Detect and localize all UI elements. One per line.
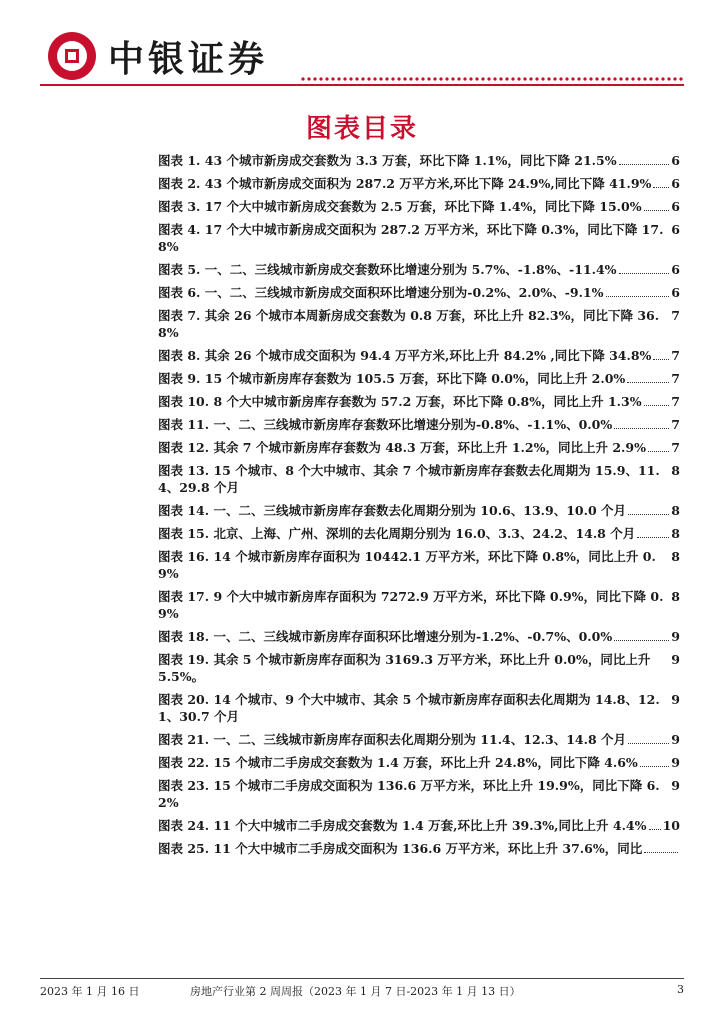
toc-entry-page: 9 [671,692,680,707]
footer-report-title: 房地产行业第 2 周周报（2023 年 1 月 7 日-2023 年 1 月 13 日） [190,985,521,998]
dot-leader [644,852,678,853]
footer-date: 2023 年 1 月 16 日 [40,985,140,998]
toc-entry[interactable] [158,840,680,857]
toc-entry[interactable] [158,777,680,811]
toc-entry[interactable] [158,588,680,622]
toc-entry-page: 7 [671,371,680,386]
header-dot-decoration [300,76,684,82]
dot-leader [640,766,669,767]
toc-entry[interactable] [158,502,680,519]
toc-entry-page: 8 [671,526,680,541]
toc-entry[interactable] [158,347,680,364]
header-divider [40,84,684,86]
toc-entry-page: 7 [671,417,680,432]
dot-leader [648,451,669,452]
toc-entry-page: 6 [671,176,680,191]
toc-entry-text: 图表 9. 15 个城市新房库存套数为 105.5 万套，环比下降 0.0%，同比上升 2.0% [158,371,626,386]
toc-entry-page: 7 [671,308,680,323]
toc-entry-text: 图表 10. 8 个大中城市新房库存套数为 57.2 万套，环比下降 0.8%，同比上升 1.3% [158,394,642,409]
dot-leader [653,187,669,188]
toc-entry-text: 图表 15. 北京、上海、广州、深圳的去化周期分别为 16.0、3.3、24.2、14.8 个月 [158,526,636,541]
toc-entry-text: 图表 3. 17 个大中城市新房成交套数为 2.5 万套，环比下降 1.4%，同比下降 15.0% [158,199,642,214]
toc-entry-page: 9 [671,652,680,667]
toc-entry-text: 图表 12. 其余 7 个城市新房库存套数为 48.3 万套，环比上升 1.2%，同比上升 2.9% [158,440,646,455]
toc-entry[interactable] [158,731,680,748]
toc-entry-text: 图表 19. 其余 5 个城市新房库存面积为 3169.3 万平方米，环比上升 0.0%，同比上升 5.5%。 [158,652,651,684]
toc-entry[interactable] [158,198,680,215]
toc-entry-text: 图表 14. 一、二、三线城市新房库存套数去化周期分别为 10.6、13.9、10.0 个月 [158,503,626,518]
toc-entry[interactable] [158,284,680,301]
toc-entry-page: 9 [671,778,680,793]
toc-entry[interactable] [158,370,680,387]
toc-entry-page: 7 [671,348,680,363]
toc-entry-page: 8 [671,549,680,564]
toc-entry[interactable] [158,175,680,192]
toc-entry-page: 10 [662,818,680,833]
toc-entry[interactable] [158,261,680,278]
page-header [48,28,268,84]
toc-entry-page: 7 [671,394,680,409]
dot-leader [628,743,669,744]
page-footer [40,978,684,999]
toc-entry-page: 6 [671,199,680,214]
toc-entry-text: 图表 22. 15 个城市二手房成交套数为 1.4 万套，环比上升 24.8%，同比下降 4.6% [158,755,638,770]
toc-entry-text: 图表 2. 43 个城市新房成交面积为 287.2 万平方米,环比下降 24.9%,同比下降 41.9% [158,176,652,191]
toc-entry-text: 图表 7. 其余 26 个城市本周新房成交套数为 0.8 万套，环比上升 82.3%，同比下降 36.8% [158,308,660,340]
toc-entry-page: 8 [671,589,680,604]
dot-leader [653,359,669,360]
dot-leader [614,428,669,429]
toc-entry-text: 图表 11. 一、二、三线城市新房库存套数环比增速分别为-0.8%、-1.1%、0.0% [158,417,613,432]
toc-entry-text: 图表 1. 43 个城市新房成交套数为 3.3 万套，环比下降 1.1%，同比下降 21.5% [158,153,617,168]
toc-entry-page: 9 [671,732,680,747]
toc-entry-page: 9 [671,629,680,644]
toc-entry-page: 7 [671,440,680,455]
toc-entry-page: 8 [671,463,680,478]
dot-leader [619,164,670,165]
toc-entry-page: 6 [671,285,680,300]
toc-entry-page: 9 [671,755,680,770]
dot-leader [649,829,661,830]
dot-leader [637,537,669,538]
toc-entry-text: 图表 25. 11 个大中城市二手房成交面积为 136.6 万平方米，环比上升 37.6%，同比 [158,841,643,856]
toc-entry-text: 图表 23. 15 个城市二手房成交面积为 136.6 万平方米，环比上升 19.9%，同比下降 6.2% [158,778,660,810]
dot-leader [606,296,670,297]
toc-entry-text: 图表 8. 其余 26 个城市成交面积为 94.4 万平方米,环比上升 84.2% ,同比下降 34.8% [158,348,652,363]
toc-entry[interactable] [158,651,680,685]
toc-entry[interactable] [158,307,680,341]
toc-entry[interactable] [158,754,680,771]
toc-entry[interactable] [158,439,680,456]
figure-table-of-contents [158,152,680,863]
dot-leader [644,210,670,211]
toc-entry[interactable] [158,393,680,410]
toc-entry-text: 图表 16. 14 个城市新房库存面积为 10442.1 万平方米，环比下降 0.8%，同比上升 0.9% [158,549,656,581]
toc-entry[interactable] [158,416,680,433]
toc-entry[interactable] [158,628,680,645]
toc-entry-text: 图表 21. 一、二、三线城市新房库存面积去化周期分别为 11.4、12.3、14.8 个月 [158,732,626,747]
toc-entry-text: 图表 20. 14 个城市、9 个大中城市、其余 5 个城市新房库存面积去化周期为 14.8、12.1、30.7 个月 [158,692,660,724]
toc-entry[interactable] [158,817,680,834]
dot-leader [619,273,670,274]
toc-entry-text: 图表 24. 11 个大中城市二手房成交套数为 1.4 万套,环比上升 39.3%,同比上升 4.4% [158,818,647,833]
dot-leader [627,382,669,383]
toc-entry-text: 图表 13. 15 个城市、8 个大中城市、其余 7 个城市新房库存套数去化周期为 15.9、11.4、29.8 个月 [158,463,660,495]
toc-entry[interactable] [158,462,680,496]
toc-entry[interactable] [158,525,680,542]
dot-leader [614,640,669,641]
dot-leader [644,405,670,406]
toc-entry-page: 6 [671,222,680,237]
toc-entry-page: 8 [671,503,680,518]
toc-entry-text: 图表 17. 9 个大中城市新房库存面积为 7272.9 万平方米，环比下降 0.9%，同比下降 0.9% [158,589,664,621]
page-title: 图表目录 [305,114,418,144]
footer-page-number: 3 [677,983,684,996]
toc-entry-text: 图表 18. 一、二、三线城市新房库存面积环比增速分别为-1.2%、-0.7%、0.0% [158,629,613,644]
toc-entry[interactable] [158,221,680,255]
dot-leader [628,514,669,515]
toc-entry-page: 6 [671,262,680,277]
toc-entry-text: 图表 6. 一、二、三线城市新房成交面积环比增速分别为-0.2%、2.0%、-9.1% [158,285,604,300]
toc-entry-text: 图表 4. 17 个大中城市新房成交面积为 287.2 万平方米，环比下降 0.3%，同比下降 17.8% [158,222,664,254]
toc-entry-page: 6 [671,153,680,168]
toc-entry-text: 图表 5. 一、二、三线城市新房成交套数环比增速分别为 5.7%、-1.8%、-11.4% [158,262,617,277]
toc-entry[interactable] [158,548,680,582]
brand-name: 中银证券 [108,38,269,80]
toc-entry[interactable] [158,152,680,169]
toc-entry[interactable] [158,691,680,725]
bank-of-china-logo-icon [48,32,96,80]
